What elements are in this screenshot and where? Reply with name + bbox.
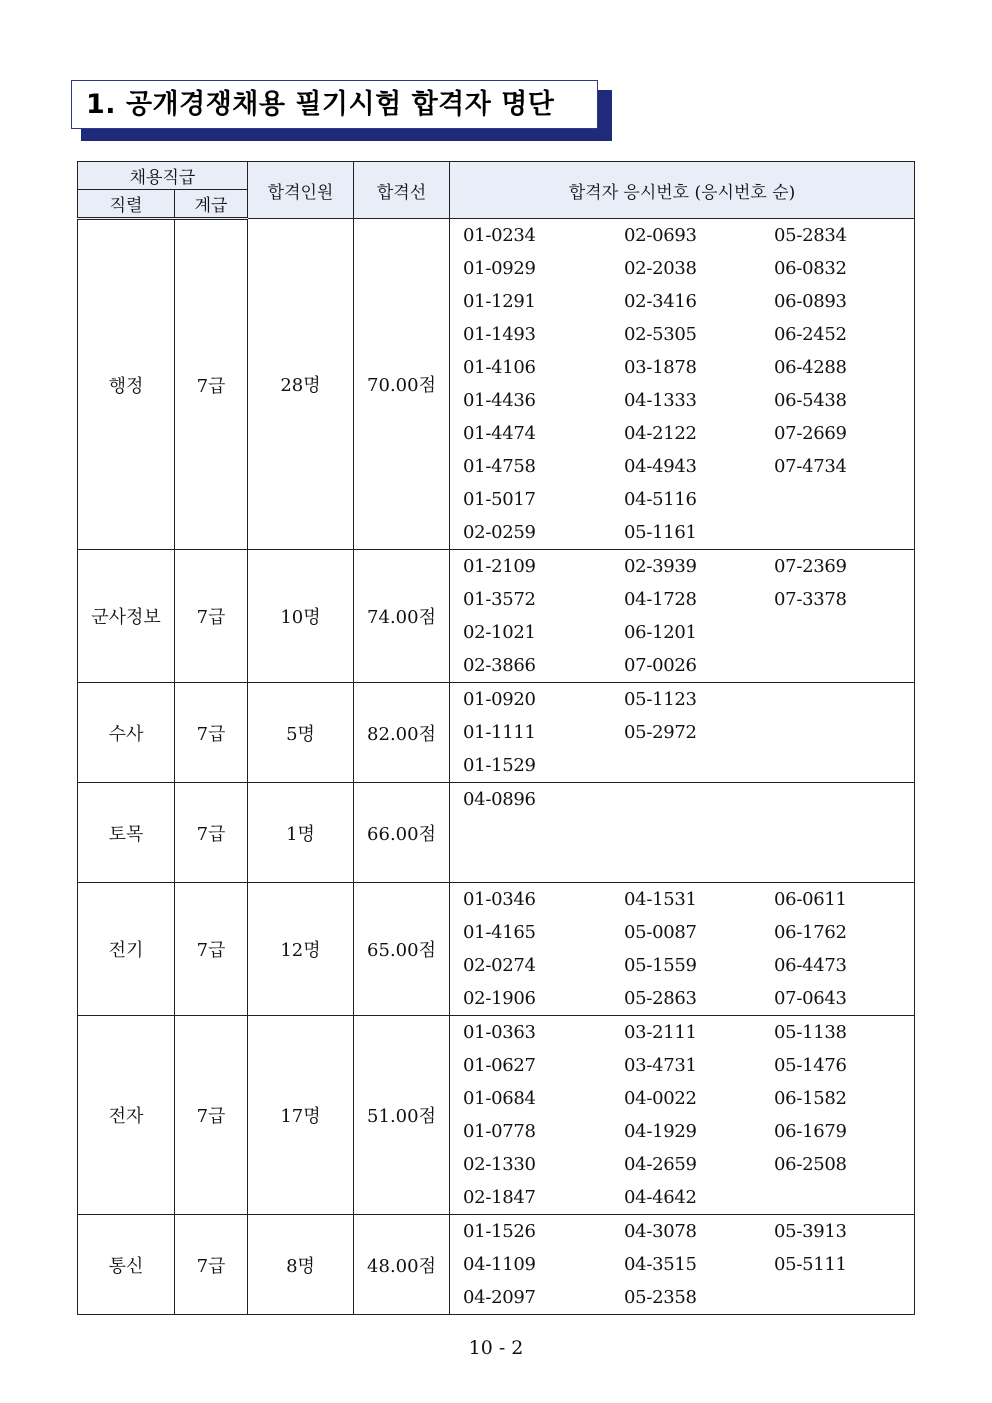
cutoff-cell: 65.00점 — [354, 883, 450, 1016]
candidate-id: 02-1330 — [463, 1154, 536, 1175]
candidate-id — [774, 1281, 894, 1314]
candidate-id: 01-0234 — [463, 225, 536, 246]
candidate-id: 06-4473 — [774, 955, 847, 976]
candidate-id: 01-0346 — [463, 889, 536, 910]
candidate-id: 07-0026 — [624, 655, 697, 676]
cutoff-cell: 66.00점 — [354, 783, 450, 883]
pass-count-cell: 17명 — [248, 1016, 354, 1215]
candidate-id: 01-0929 — [463, 258, 536, 279]
candidate-id — [774, 516, 894, 549]
candidate-id: 01-5017 — [463, 489, 536, 510]
candidate-id: 05-2972 — [624, 722, 697, 743]
candidate-id — [463, 816, 624, 849]
candidate-id — [624, 749, 774, 782]
cutoff-cell: 48.00점 — [354, 1215, 450, 1315]
candidate-id: 01-4165 — [463, 922, 536, 943]
candidate-id: 06-0611 — [774, 889, 847, 910]
candidate-id: 04-1531 — [624, 889, 697, 910]
pass-count-cell: 8명 — [248, 1215, 354, 1315]
header-candidate-ids: 합격자 응시번호 (응시번호 순) — [450, 162, 915, 219]
candidate-id: 04-2122 — [624, 423, 697, 444]
candidate-id: 01-0778 — [463, 1121, 536, 1142]
candidate-id: 07-0643 — [774, 988, 847, 1009]
candidate-id: 04-4642 — [624, 1187, 697, 1208]
candidate-id: 06-1582 — [774, 1088, 847, 1109]
candidate-id — [774, 616, 894, 649]
candidate-id: 05-0087 — [624, 922, 697, 943]
candidate-id: 05-1123 — [624, 689, 697, 710]
grade-cell: 7급 — [175, 683, 248, 783]
job-series-cell: 군사정보 — [78, 550, 175, 683]
candidate-id: 01-2109 — [463, 556, 536, 577]
candidate-id: 02-3866 — [463, 655, 536, 676]
pass-count-cell: 1명 — [248, 783, 354, 883]
candidate-id: 01-0363 — [463, 1022, 536, 1043]
candidate-id: 03-2111 — [624, 1022, 697, 1043]
candidate-ids-cell — [450, 783, 915, 883]
candidate-id: 04-5116 — [624, 489, 697, 510]
header-job-series: 직렬 — [78, 190, 175, 219]
candidate-id: 02-1021 — [463, 622, 536, 643]
cutoff-cell: 51.00점 — [354, 1016, 450, 1215]
candidate-id — [774, 716, 894, 749]
candidate-id — [774, 783, 894, 816]
candidate-id: 06-0893 — [774, 291, 847, 312]
candidate-id-grid — [450, 550, 914, 682]
candidate-id: 04-0896 — [463, 789, 536, 810]
candidate-ids-cell — [450, 219, 915, 550]
grade-cell: 7급 — [175, 883, 248, 1016]
candidate-id: 04-1929 — [624, 1121, 697, 1142]
page-title: 1. 공개경쟁채용 필기시험 합격자 명단 — [71, 80, 598, 129]
candidate-id — [774, 849, 894, 882]
candidate-id: 01-0684 — [463, 1088, 536, 1109]
candidate-id: 02-3416 — [624, 291, 697, 312]
section-title — [71, 80, 598, 129]
candidate-ids-cell — [450, 1016, 915, 1215]
table-row — [78, 1215, 915, 1315]
table-row — [78, 883, 915, 1016]
table-row — [78, 783, 915, 883]
pass-count-cell: 28명 — [248, 219, 354, 550]
candidate-id: 01-1526 — [463, 1221, 536, 1242]
candidate-id: 06-0832 — [774, 258, 847, 279]
candidate-id: 03-4731 — [624, 1055, 697, 1076]
candidate-id: 07-2369 — [774, 556, 847, 577]
candidate-id: 04-0022 — [624, 1088, 697, 1109]
candidate-id: 01-4758 — [463, 456, 536, 477]
page-number: 10 - 2 — [468, 1337, 524, 1359]
job-series-cell: 행정 — [78, 219, 175, 550]
candidate-id: 05-3913 — [774, 1221, 847, 1242]
candidate-ids-cell — [450, 883, 915, 1016]
candidate-id: 05-2358 — [624, 1287, 697, 1308]
candidate-id: 01-4474 — [463, 423, 536, 444]
candidate-id: 06-4288 — [774, 357, 847, 378]
table-body — [78, 219, 915, 1315]
candidate-id: 07-3378 — [774, 589, 847, 610]
successful-candidates-table — [77, 161, 915, 1315]
job-series-cell: 수사 — [78, 683, 175, 783]
candidate-id — [624, 816, 774, 849]
candidate-id: 02-5305 — [624, 324, 697, 345]
candidate-id: 06-1201 — [624, 622, 697, 643]
candidate-ids-cell — [450, 683, 915, 783]
cutoff-cell: 70.00점 — [354, 219, 450, 550]
candidate-ids-cell — [450, 550, 915, 683]
candidate-id — [463, 849, 624, 882]
candidate-id: 02-0274 — [463, 955, 536, 976]
candidate-id: 01-1291 — [463, 291, 536, 312]
candidate-id-grid — [450, 1016, 914, 1214]
candidate-id: 05-2863 — [624, 988, 697, 1009]
candidate-id: 04-2097 — [463, 1287, 536, 1308]
candidate-id: 02-3939 — [624, 556, 697, 577]
cutoff-cell: 74.00점 — [354, 550, 450, 683]
header-cutoff: 합격선 — [354, 162, 450, 219]
candidate-id: 06-5438 — [774, 390, 847, 411]
candidate-id — [774, 749, 894, 782]
candidate-id — [624, 849, 774, 882]
candidate-id: 01-0627 — [463, 1055, 536, 1076]
candidate-id: 04-1728 — [624, 589, 697, 610]
grade-cell: 7급 — [175, 219, 248, 550]
candidate-id — [774, 683, 894, 716]
header-pass-count: 합격인원 — [248, 162, 354, 219]
candidate-id: 04-4943 — [624, 456, 697, 477]
candidate-id — [774, 483, 894, 516]
job-series-cell: 전기 — [78, 883, 175, 1016]
candidate-id: 06-1762 — [774, 922, 847, 943]
candidate-id: 05-1161 — [624, 522, 697, 543]
candidate-id: 04-3515 — [624, 1254, 697, 1275]
candidate-id: 03-1878 — [624, 357, 697, 378]
candidate-id: 01-4106 — [463, 357, 536, 378]
table-row — [78, 683, 915, 783]
candidate-ids-cell — [450, 1215, 915, 1315]
candidate-id: 02-0259 — [463, 522, 536, 543]
cutoff-cell: 82.00점 — [354, 683, 450, 783]
job-series-cell: 통신 — [78, 1215, 175, 1315]
table-row — [78, 1016, 915, 1215]
candidate-id: 02-0693 — [624, 225, 697, 246]
candidate-id-grid — [450, 219, 914, 549]
candidate-id: 06-2508 — [774, 1154, 847, 1175]
grade-cell: 7급 — [175, 550, 248, 683]
pass-count-cell: 12명 — [248, 883, 354, 1016]
candidate-id: 05-5111 — [774, 1254, 847, 1275]
candidate-id: 06-2452 — [774, 324, 847, 345]
job-series-cell: 토목 — [78, 783, 175, 883]
candidate-id: 01-1529 — [463, 755, 536, 776]
candidate-id-grid — [450, 783, 914, 882]
candidate-id: 01-4436 — [463, 390, 536, 411]
candidate-id: 01-0920 — [463, 689, 536, 710]
table-row — [78, 219, 915, 550]
job-series-cell: 전자 — [78, 1016, 175, 1215]
pass-count-cell: 5명 — [248, 683, 354, 783]
candidate-id: 04-1109 — [463, 1254, 536, 1275]
candidate-id — [624, 783, 774, 816]
candidate-id: 02-1906 — [463, 988, 536, 1009]
candidate-id: 02-2038 — [624, 258, 697, 279]
candidate-id-grid — [450, 683, 914, 782]
candidate-id — [774, 649, 894, 682]
candidate-id: 04-3078 — [624, 1221, 697, 1242]
table-row — [78, 550, 915, 683]
candidate-id: 05-1559 — [624, 955, 697, 976]
grade-cell: 7급 — [175, 1016, 248, 1215]
header-recruit-grade: 채용직급 — [78, 162, 248, 190]
candidate-id-grid — [450, 883, 914, 1015]
candidate-id: 01-1493 — [463, 324, 536, 345]
candidate-id — [774, 1181, 894, 1214]
header-grade: 계급 — [175, 190, 248, 219]
header-row — [78, 162, 915, 190]
pass-count-cell: 10명 — [248, 550, 354, 683]
candidate-id: 01-3572 — [463, 589, 536, 610]
candidate-id: 01-1111 — [463, 722, 536, 743]
candidate-id: 05-2834 — [774, 225, 847, 246]
grade-cell: 7급 — [175, 783, 248, 883]
candidate-id: 07-2669 — [774, 423, 847, 444]
candidate-id: 06-1679 — [774, 1121, 847, 1142]
candidate-id — [774, 816, 894, 849]
candidate-id: 07-4734 — [774, 456, 847, 477]
grade-cell: 7급 — [175, 1215, 248, 1315]
candidate-id: 04-2659 — [624, 1154, 697, 1175]
candidate-id: 05-1138 — [774, 1022, 847, 1043]
candidate-id: 02-1847 — [463, 1187, 536, 1208]
candidate-id: 05-1476 — [774, 1055, 847, 1076]
candidate-id-grid — [450, 1215, 914, 1314]
candidate-id: 04-1333 — [624, 390, 697, 411]
